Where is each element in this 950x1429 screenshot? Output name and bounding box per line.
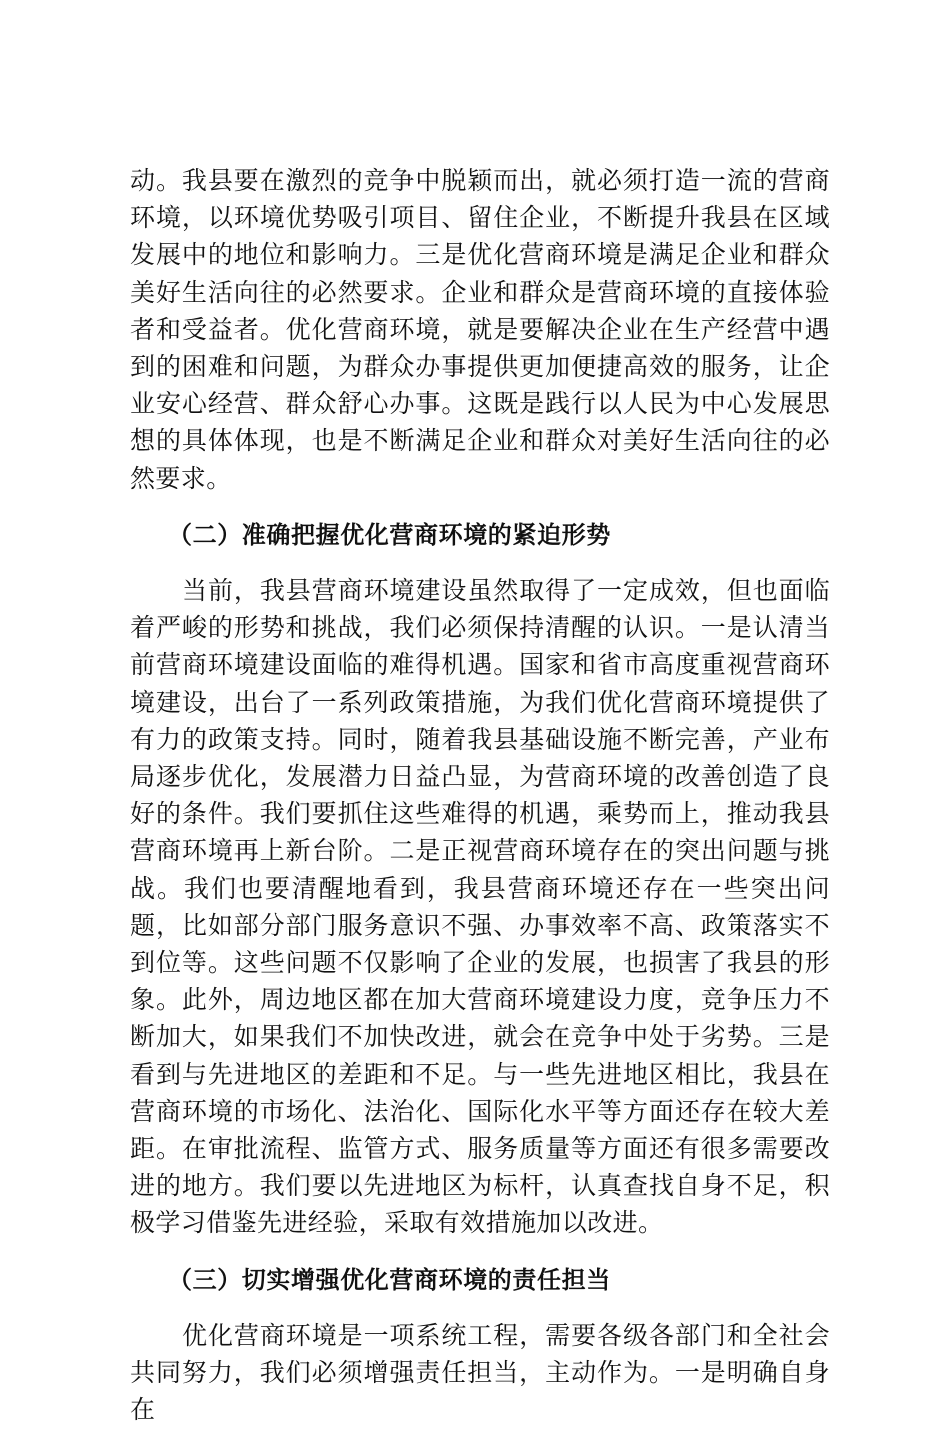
document-body bbox=[130, 162, 830, 1429]
spacer bbox=[130, 497, 830, 517]
section-heading-2: （二）准确把握优化营商环境的紧迫形势 bbox=[168, 520, 611, 549]
body-paragraph-2: 当前，我县营商环境建设虽然取得了一定成效，但也面临着严峻的形势和挑战，我们必须保持清醒的认识。一是认清当前营商环境建设面临的难得机遇。国家和省市高度重视营商环境建设，出台了一系列政策措施，为我们优化营商环境提供了有力的政策支持。同时，随着我县基础设施不断完善，产业布局逐步优化，发展潜力日益凸显，为营商环境的改善创造了良好的条件。我们要抓住这些难得的机遇，乘势而上，推动我县营商环境再上新台阶。二是正视营商环境存在的突出问题与挑战。我们也要清醒地看到，我县营商环境还存在一些突出问题，比如部分部门服务意识不强、办事效率不高、政策落实不到位等。这些问题不仅影响了企业的发展，也损害了我县的形象。此外，周边地区都在加大营商环境建设力度，竞争压力不断加大，如果我们不加快改进，就会在竞争中处于劣势。三是看到与先进地区的差距和不足。与一些先进地区相比，我县在营商环境的市场化、法治化、国际化水平等方面还存在较大差距。在审批流程、监管方式、服务质量等方面还有很多需要改进的地方。我们要以先进地区为标杆，认真查找自身不足，积极学习借鉴先进经验，采取有效措施加以改进。 bbox=[130, 576, 830, 1238]
body-paragraph-3: 优化营商环境是一项系统工程，需要各级各部门和全社会共同努力，我们必须增强责任担当，主动作为。一是明确自身在 bbox=[130, 1320, 830, 1425]
body-paragraph-continued: 动。我县要在激烈的竞争中脱颖而出，就必须打造一流的营商环境，以环境优势吸引项目、留住企业，不断提升我县在区域发展中的地位和影响力。三是优化营商环境是满足企业和群众美好生活向往的必然要求。企业和群众是营商环境的直接体验者和受益者。优化营商环境，就是要解决企业在生产经营中遇到的困难和问题，为群众办事提供更加便捷高效的服务，让企业安心经营、群众舒心办事。这既是践行以人民为中心发展思想的具体体现，也是不断满足企业和群众对美好生活向往的必然要求。 bbox=[130, 166, 830, 493]
section-heading-3: （三）切实增强优化营商环境的责任担当 bbox=[168, 1265, 611, 1294]
spacer bbox=[130, 1242, 830, 1262]
spacer bbox=[130, 1299, 830, 1317]
spacer bbox=[130, 554, 830, 572]
